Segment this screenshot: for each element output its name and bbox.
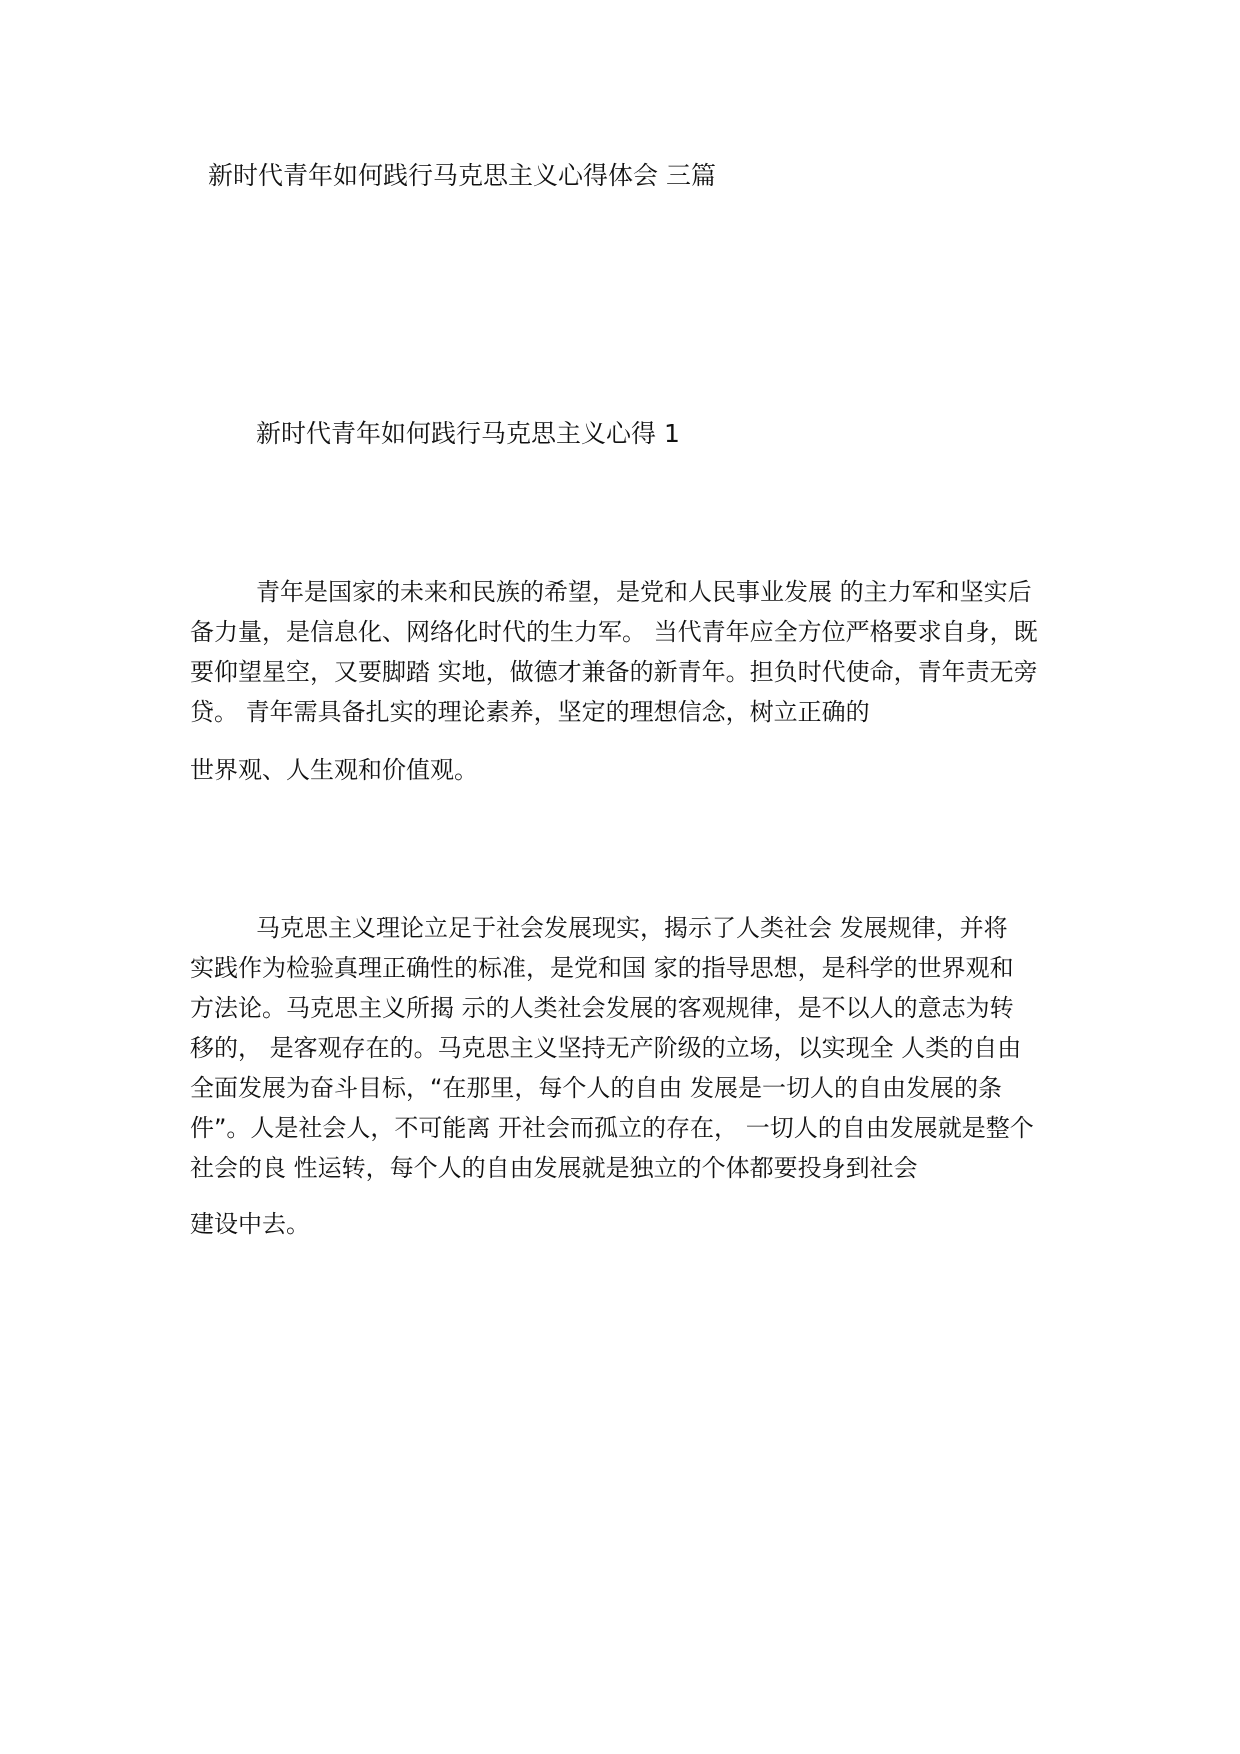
paragraph-1-tail: 世界观、人生观和价值观。 [190,756,478,784]
paragraph-line: 移的， 是客观存在的。马克思主义坚持无产阶级的立场，以实现全 人类的自由 [190,1034,1022,1062]
paragraph-line: 备力量，是信息化、网络化时代的生力军。 当代青年应全方位严格要求自身，既 [190,618,1038,646]
paragraph-2 [190,908,1070,1188]
paragraph-line: 件”。人是社会人，不可能离 开社会而孤立的存在， 一切人的自由发展就是整个 [190,1114,1034,1142]
document-title: 新时代青年如何践行马克思主义心得体会 三篇 [208,161,716,190]
section-heading: 新时代青年如何践行马克思主义心得 1 [256,419,680,448]
paragraph-line: 实践作为检验真理正确性的标准，是党和国 家的指导思想，是科学的世界观和 [190,954,1014,982]
paragraph-line: 贷。 青年需具备扎实的理论素养，坚定的理想信念，树立正确的 [190,698,870,726]
paragraph-line: 全面发展为奋斗目标，“在那里，每个人的自由 发展是一切人的自由发展的条 [190,1074,1003,1102]
paragraph-line: 社会的良 性运转，每个人的自由发展就是独立的个体都要投身到社会 [190,1154,918,1182]
paragraph-line: 马克思主义理论立足于社会发展现实，揭示了人类社会 发展规律，并将 [256,914,1008,942]
paragraph-line: 青年是国家的未来和民族的希望，是党和人民事业发展 的主力军和坚实后 [256,578,1032,606]
paragraph-2-tail: 建设中去。 [190,1210,310,1238]
paragraph-line: 方法论。马克思主义所揭 示的人类社会发展的客观规律，是不以人的意志为转 [190,994,1014,1022]
paragraph-1 [190,572,1070,732]
paragraph-line: 要仰望星空，又要脚踏 实地，做德才兼备的新青年。担负时代使命，青年责无旁 [190,658,1038,686]
